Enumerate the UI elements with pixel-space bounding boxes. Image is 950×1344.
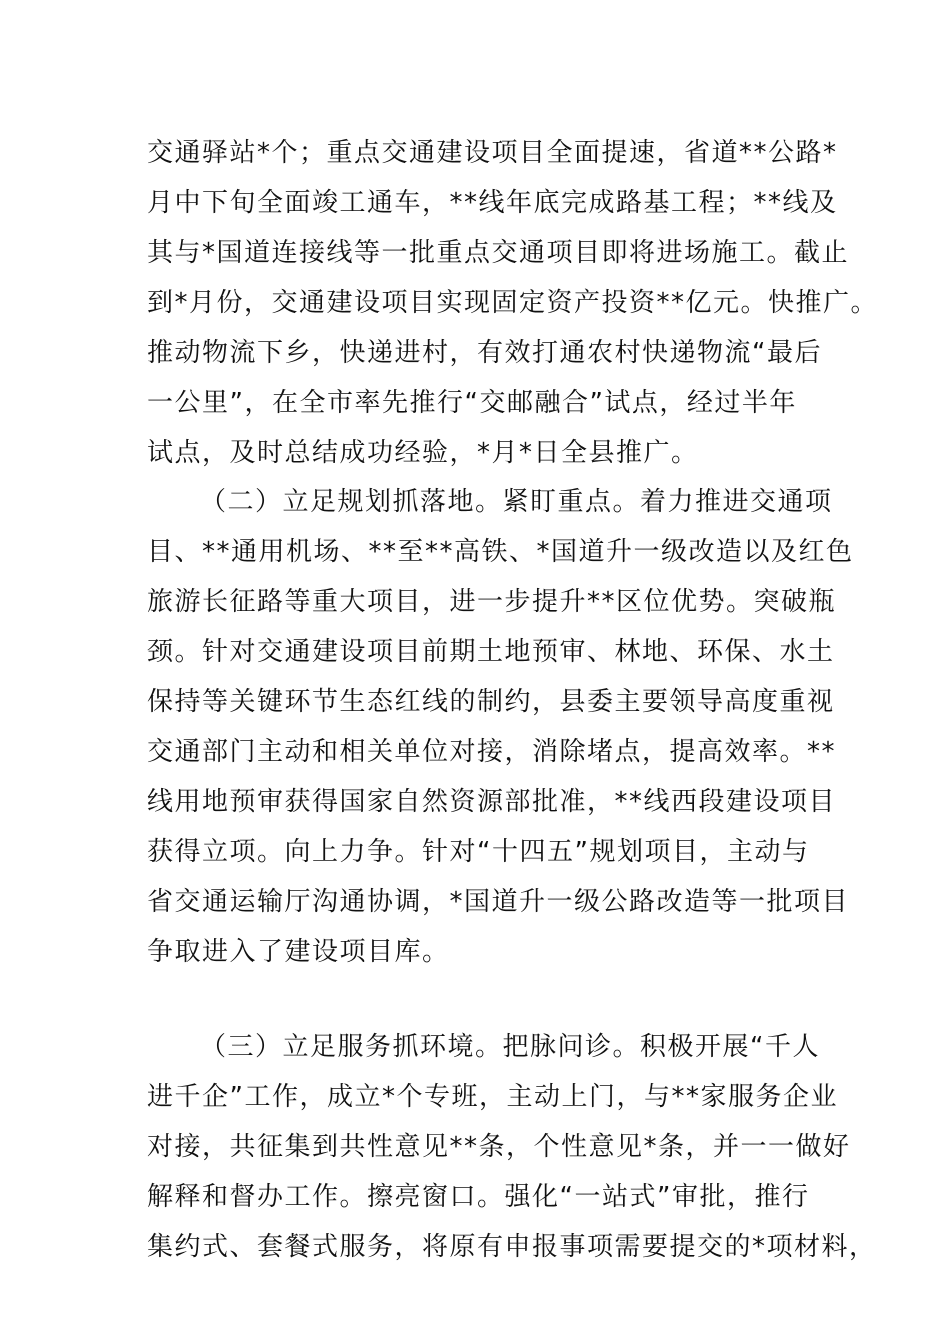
text-line: 其与*国道连接线等一批重点交通项目即将进场施工。截止 — [147, 238, 850, 268]
text-line: 旅游长征路等重大项目，进一步提升**区位优势。突破瓶 — [147, 587, 837, 617]
paragraph-2 — [147, 477, 854, 1027]
text-line: 交通驿站*个；重点交通建设项目全面提速，省道**公路* — [147, 138, 838, 168]
text-line: 线用地预审获得国家自然资源部批准，**线西段建设项目 — [147, 787, 837, 817]
section-heading-line: （二）立足规划抓落地。紧盯重点。着力推进交通项 — [200, 487, 833, 517]
text-line: 对接，共征集到共性意见**条，个性意见*条，并一一做好 — [147, 1132, 851, 1162]
text-line: 争取进入了建设项目库。 — [147, 937, 450, 967]
text-line: 解释和督办工作。擦亮窗口。强化“一站式”审批，推行 — [147, 1182, 810, 1212]
text-line: 一公里”，在全市率先推行“交邮融合”试点，经过半年 — [147, 388, 797, 418]
text-line — [147, 977, 807, 1027]
text-line: 试点，及时总结成功经验，*月*日全县推广。 — [147, 438, 699, 468]
text-line: 交通部门主动和相关单位对接，消除堵点，提高效率。** — [147, 737, 837, 767]
text-line: 省交通运输厅沟通协调，*国道升一级公路改造等一批项目 — [147, 887, 850, 917]
text-line: 保持等关键环节生态红线的制约，县委主要领导高度重视 — [147, 687, 835, 717]
text-line: 获得立项。向上力争。针对“十四五”规划项目，主动与 — [147, 837, 810, 867]
text-line: 推动物流下乡，快递进村，有效打通农村快递物流“最后 — [147, 338, 822, 368]
text-line: 到*月份，交通建设项目实现固定资产投资**亿元。快推广。 — [147, 288, 879, 318]
section-heading-line: （三）立足服务抓环境。把脉问诊。积极开展“千人 — [200, 1032, 820, 1062]
text-line: 集约式、套餐式服务，将原有申报事项需要提交的*项材料， — [147, 1232, 877, 1262]
paragraph-3 — [147, 1022, 877, 1272]
text-line: 月中下旬全面竣工通车，**线年底完成路基工程；**线及 — [147, 188, 838, 218]
paragraph-1 — [147, 128, 879, 478]
text-line: 颈。针对交通建设项目前期土地预审、林地、环保、水土 — [147, 637, 835, 667]
text-line: 进千企”工作，成立*个专班，主动上门，与**家服务企业 — [147, 1082, 838, 1112]
text-line: 目、**通用机场、**至**高铁、*国道升一级改造以及红色 — [147, 537, 854, 567]
